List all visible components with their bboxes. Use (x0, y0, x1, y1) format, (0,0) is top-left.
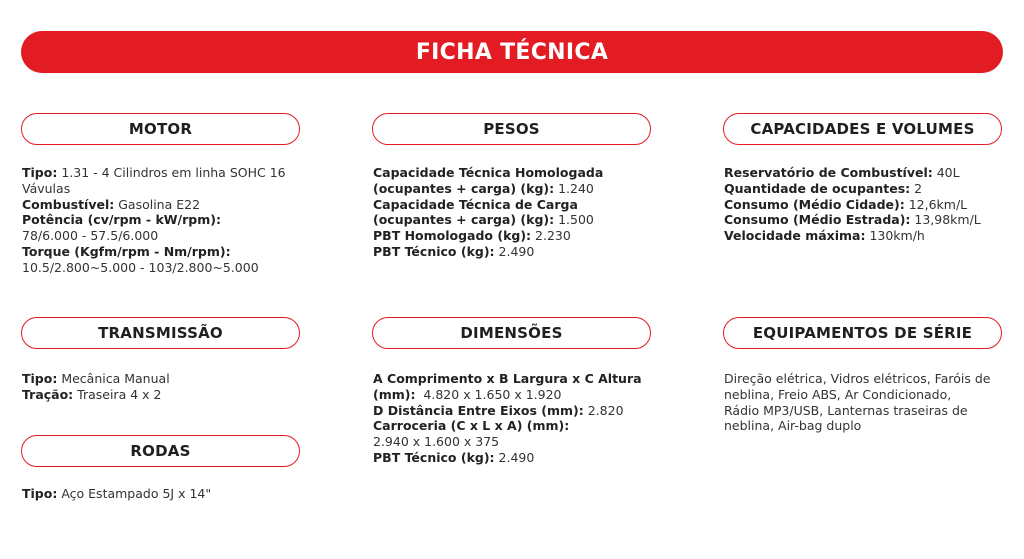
equip-line: neblina, Air-bag duplo (724, 418, 862, 434)
spec-value: 2.490 (494, 243, 535, 259)
spec-label: Consumo (Médio Cidade): (724, 196, 905, 212)
spec-label: Combustível: (22, 196, 115, 212)
pesos-homologada (373, 181, 673, 197)
section-title-pesos: PESOS (483, 120, 540, 138)
dim-abc-label (373, 371, 673, 387)
section-title-rodas: RODAS (130, 442, 191, 460)
rodas-tipo (22, 486, 297, 502)
spec-label: Capacidade Técnica de Carga (373, 196, 578, 212)
trans-tipo (22, 371, 297, 387)
pesos-pbt-tecnico (373, 244, 673, 260)
equip-line: neblina, Freio ABS, Ar Condicionado, (724, 386, 952, 402)
spec-label: A Comprimento x B Largura x C Altura (373, 371, 642, 386)
motor-torque-value: 10.5/2.800~5.000 - 103/2.800~5.000 (22, 259, 259, 275)
dim-carroceria-label (373, 418, 673, 434)
rodas-specs (22, 486, 297, 502)
cap-reservatorio (724, 165, 1014, 181)
spec-value: Traseira 4 x 2 (73, 386, 162, 402)
section-title-transmissao: TRANSMISSÃO (98, 324, 223, 342)
equipamentos-list (724, 371, 1014, 434)
spec-value: 2.820 (583, 402, 624, 418)
spec-label: (ocupantes + carga) (kg): (373, 180, 555, 196)
spec-label: D Distância Entre Eixos (mm): (373, 402, 584, 418)
trans-tracao (22, 387, 297, 403)
section-header-transmissao (21, 317, 300, 349)
spec-label: Tipo: (22, 165, 58, 180)
spec-label: Reservatório de Combustível: (724, 165, 933, 180)
dim-carroceria-value: 2.940 x 1.600 x 375 (373, 434, 500, 450)
dim-abc (373, 387, 673, 403)
spec-label: (mm): (373, 386, 416, 402)
section-title-motor: MOTOR (128, 120, 193, 138)
spec-value: 12,6km/L (904, 196, 968, 212)
spec-value: Mecânica Manual (57, 371, 170, 386)
capacidades-specs (724, 165, 1014, 244)
dim-entre-eixos (373, 403, 673, 419)
section-header-motor (21, 113, 300, 145)
spec-label: PBT Técnico (kg): (373, 243, 495, 259)
section-title-equipamentos: EQUIPAMENTOS DE SÉRIE (752, 324, 973, 342)
spec-label: Tração: (22, 386, 74, 402)
motor-torque-label (22, 244, 297, 260)
cap-consumo-cidade (724, 197, 1014, 213)
motor-potencia-label (22, 212, 297, 228)
spec-value: 4.820 x 1.650 x 1.920 (415, 386, 562, 402)
pesos-specs (373, 165, 673, 260)
spec-label: (ocupantes + carga) (kg): (373, 212, 555, 228)
motor-potencia-value: 78/6.000 - 57.5/6.000 (22, 228, 159, 244)
spec-label: Velocidade máxima: (724, 228, 866, 244)
spec-value: Aço Estampado 5J x 14" (57, 486, 212, 501)
spec-label: Tipo: (22, 371, 58, 386)
motor-specs (22, 165, 297, 276)
spec-label: Quantidade de ocupantes: (724, 180, 911, 196)
section-title-dimensoes: DIMENSÕES (460, 324, 563, 342)
transmissao-specs (22, 371, 297, 403)
spec-value: 2.490 (494, 449, 535, 465)
dim-pbt-tecnico (373, 450, 673, 466)
section-header-dimensoes (372, 317, 651, 349)
motor-tipo (22, 165, 297, 197)
section-header-pesos (372, 113, 651, 145)
spec-label: Carroceria (C x L x A) (mm): (373, 418, 570, 434)
pesos-carga-label (373, 197, 673, 213)
spec-value: 1.240 (554, 180, 594, 196)
spec-label: PBT Homologado (kg): (373, 228, 532, 244)
spec-value: Gasolina E22 (114, 196, 201, 212)
cap-velocidade (724, 228, 1014, 244)
equip-line: Rádio MP3/USB, Lanternas traseiras de (724, 402, 968, 418)
page-title: FICHA TÉCNICA (415, 39, 609, 65)
spec-label: Capacidade Técnica Homologada (373, 165, 604, 180)
pesos-pbt-homologado (373, 228, 673, 244)
cap-ocupantes (724, 181, 1014, 197)
section-header-rodas (21, 435, 300, 467)
pesos-homologada-label (373, 165, 673, 181)
spec-label: PBT Técnico (kg): (373, 449, 495, 465)
cap-consumo-estrada (724, 212, 1014, 228)
header-banner (21, 31, 1003, 73)
spec-label: Consumo (Médio Estrada): (724, 212, 911, 228)
pesos-carga (373, 212, 673, 228)
spec-label: Torque (Kgfm/rpm - Nm/rpm): (22, 243, 231, 259)
spec-label: Tipo: (22, 486, 58, 501)
spec-label: Potência (cv/rpm - kW/rpm): (22, 212, 221, 228)
motor-combustivel (22, 197, 297, 213)
dimensoes-specs (373, 371, 673, 466)
spec-value: 2 (910, 180, 923, 196)
spec-value: 1.500 (554, 212, 594, 228)
section-title-capacidades: CAPACIDADES E VOLUMES (750, 120, 975, 138)
spec-value: 1.31 - 4 Cilindros em linha SOHC 16 Vávulas (22, 165, 286, 196)
section-header-capacidades (723, 113, 1002, 145)
spec-value: 13,98km/L (910, 212, 981, 228)
spec-value: 40L (932, 165, 960, 180)
spec-value: 2.230 (531, 228, 571, 244)
section-header-equipamentos (723, 317, 1002, 349)
equip-line: Direção elétrica, Vidros elétricos, Faróis de (724, 371, 991, 386)
spec-value: 130km/h (865, 228, 925, 244)
